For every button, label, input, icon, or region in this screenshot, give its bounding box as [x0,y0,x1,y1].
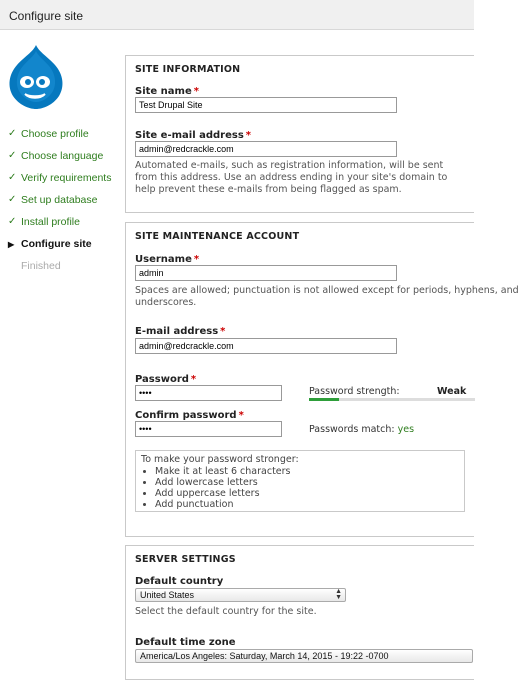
step-verify-requirements: ✓ Verify requirements [8,172,112,184]
window-title: Configure site [9,9,84,23]
password-tip: • Add punctuation [155,499,459,510]
install-steps [8,126,118,280]
site-information-legend: SITE INFORMATION [135,64,241,75]
password-strength-fill [309,398,339,401]
required-marker: * [220,326,226,337]
step-configure-site: ▶ Configure site [8,236,118,258]
account-email-label: E-mail address * [135,326,226,337]
required-marker: * [193,86,199,97]
site-name-input[interactable]: Test Drupal Site [135,97,397,113]
current-step-arrow-icon: ▶ [8,240,15,249]
check-icon: ✓ [8,216,17,227]
step-install-profile: ✓ Install profile [8,216,80,228]
check-icon: ✓ [8,172,17,183]
password-tips-heading: To make your password stronger: [141,454,299,465]
passwords-match-value: yes [397,424,415,435]
required-marker: * [245,130,252,141]
site-email-description: Automated e-mails, such as registration information, will be sent from this address. Use an address ending in your site's domain to help prevent these e-mails from being flagged as spam. [135,160,448,195]
default-timezone-select[interactable]: America/Los Angeles: Saturday, March 14, 2015 - 19:22 -0700 [135,649,473,663]
site-email-label: Site e-mail address * [135,130,252,141]
window-titlebar [0,0,474,30]
username-description: Spaces are allowed; punctuation is not allowed except for periods, hyphens, and underscores. [135,285,519,308]
default-timezone-label: Default time zone [135,637,236,648]
default-country-description: Select the default country for the site. [135,606,317,617]
password-input[interactable]: •••• [135,385,282,401]
check-icon: ✓ [8,128,17,139]
maintenance-account-fieldset [125,222,519,537]
default-country-select[interactable]: United States ▲ ▼ [135,588,346,602]
password-tips-box [135,450,465,512]
server-settings-legend: SERVER SETTINGS [135,554,236,565]
username-input[interactable]: admin [135,265,397,281]
password-strength-value: Weak [437,386,467,397]
drupal-logo-icon [8,44,64,110]
username-label: Username * [135,254,200,265]
passwords-match-status: Passwords match: yes [309,424,415,435]
password-tip: • Add lowercase letters [155,477,459,488]
step-choose-profile: ✓ Choose profile [8,128,89,140]
check-icon: ✓ [8,194,17,205]
password-strength-label: Password strength: [309,386,400,397]
required-marker: * [193,254,200,265]
server-settings-fieldset [125,545,474,680]
password-label: Password * [135,374,197,385]
site-information-fieldset [125,55,474,213]
site-name-label: Site name * [135,86,199,97]
password-tip: • Make it at least 6 characters [155,466,459,477]
account-email-input[interactable]: admin@redcrackle.com [135,338,397,354]
required-marker: * [238,410,244,421]
password-strength-bar [309,398,475,401]
step-set-up-database: ✓ Set up database [8,194,98,206]
step-finished: Finished [21,260,61,272]
confirm-password-label: Confirm password * [135,410,244,421]
maintenance-account-legend: SITE MAINTENANCE ACCOUNT [135,231,300,242]
default-country-label: Default country [135,576,224,587]
confirm-password-input[interactable]: •••• [135,421,282,437]
step-choose-language: ✓ Choose language [8,150,104,162]
select-arrows-icon: ▲ ▼ [335,588,342,601]
check-icon: ✓ [8,150,17,161]
required-marker: * [190,374,197,385]
password-tip: • Add uppercase letters [155,488,459,499]
site-email-input[interactable]: admin@redcrackle.com [135,141,397,157]
